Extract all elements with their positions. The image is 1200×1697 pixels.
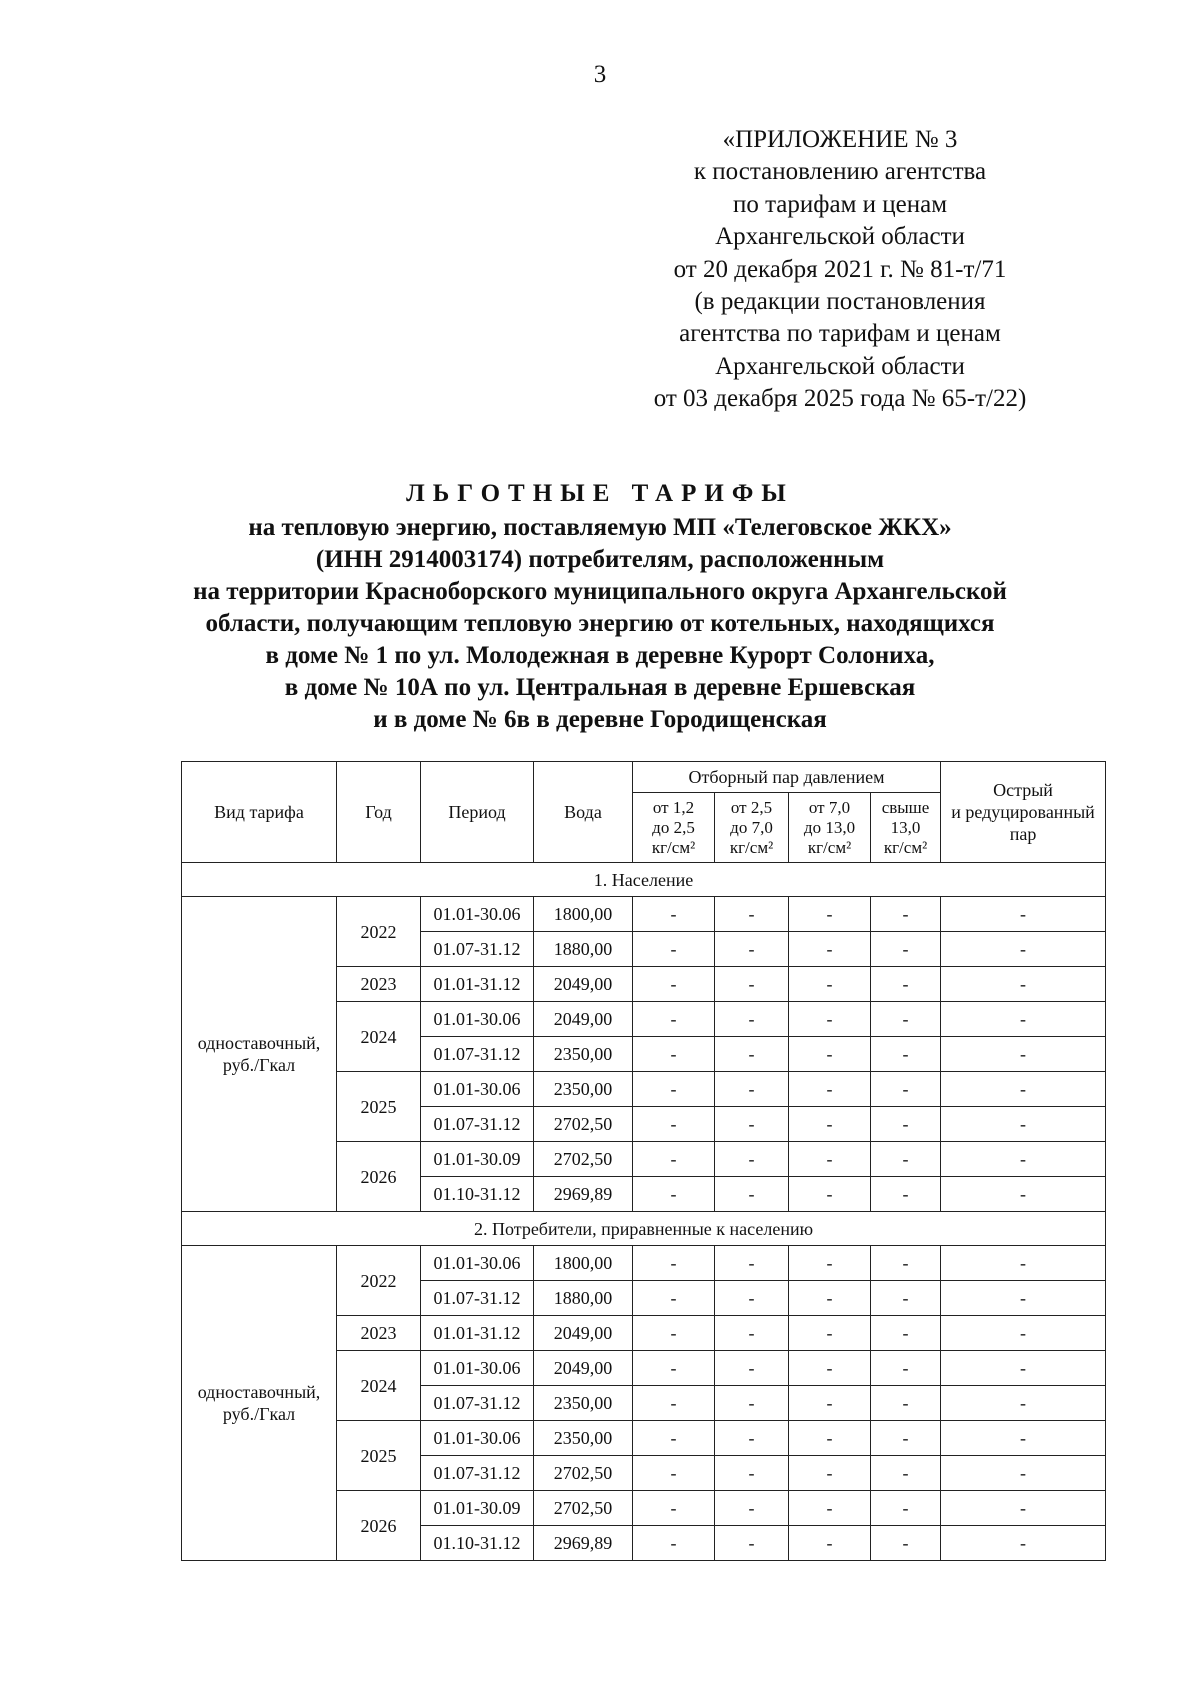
no-value-cell: -	[789, 1526, 871, 1561]
tariff-type-cell	[182, 1246, 337, 1561]
year-cell: 2023	[337, 967, 421, 1002]
no-value-cell: -	[789, 1177, 871, 1212]
no-value-cell: -	[715, 1351, 789, 1386]
no-value-cell: -	[715, 1526, 789, 1561]
no-value-cell: -	[633, 932, 715, 967]
header-steam-col-2	[715, 793, 789, 863]
no-value-cell: -	[633, 1491, 715, 1526]
no-value-cell: -	[789, 1072, 871, 1107]
year-cell: 2023	[337, 1316, 421, 1351]
no-value-cell: -	[941, 1107, 1106, 1142]
no-value-cell: -	[715, 932, 789, 967]
document-subtitle	[0, 512, 1200, 736]
no-value-cell: -	[941, 1072, 1106, 1107]
page-number: 3	[593, 61, 607, 88]
no-value-cell: -	[871, 1037, 941, 1072]
header-period: Период	[421, 762, 534, 863]
tariff-type-line: руб./Гкал	[222, 1404, 296, 1424]
header-line: от 1,2	[652, 797, 695, 817]
header-line: от 7,0	[808, 797, 851, 817]
no-value-cell: -	[789, 1491, 871, 1526]
tariff-type-line: руб./Гкал	[222, 1055, 296, 1075]
appendix-line: Архангельской области	[715, 352, 965, 380]
header-line: свыше	[881, 797, 930, 817]
no-value-cell: -	[633, 1421, 715, 1456]
no-value-cell: -	[633, 1142, 715, 1177]
no-value-cell: -	[633, 1526, 715, 1561]
no-value-cell: -	[941, 1421, 1106, 1456]
no-value-cell: -	[941, 1246, 1106, 1281]
section-row	[182, 863, 1106, 897]
no-value-cell: -	[633, 1002, 715, 1037]
no-value-cell: -	[941, 1386, 1106, 1421]
water-cell: 1800,00	[534, 897, 633, 932]
no-value-cell: -	[941, 1281, 1106, 1316]
header-tariff-type: Вид тарифа	[182, 762, 337, 863]
no-value-cell: -	[715, 897, 789, 932]
no-value-cell: -	[715, 1281, 789, 1316]
no-value-cell: -	[715, 1107, 789, 1142]
no-value-cell: -	[789, 1107, 871, 1142]
header-steam-col-1	[633, 793, 715, 863]
no-value-cell: -	[633, 967, 715, 1002]
no-value-cell: -	[789, 1246, 871, 1281]
no-value-cell: -	[715, 1491, 789, 1526]
no-value-cell: -	[633, 1316, 715, 1351]
water-cell: 2350,00	[534, 1386, 633, 1421]
no-value-cell: -	[941, 1491, 1106, 1526]
tariff-type-line: одноставочный,	[197, 1382, 321, 1402]
subtitle-line: на территории Красноборского муниципального округа Архангельской	[193, 578, 1007, 605]
no-value-cell: -	[715, 1456, 789, 1491]
section-title: 2. Потребители, приравненные к населению	[182, 1212, 1106, 1246]
header-line: от 2,5	[730, 797, 773, 817]
no-value-cell: -	[871, 897, 941, 932]
no-value-cell: -	[633, 1107, 715, 1142]
no-value-cell: -	[715, 1002, 789, 1037]
no-value-cell: -	[715, 1142, 789, 1177]
tariff-table-body	[182, 863, 1106, 1561]
water-cell: 1880,00	[534, 932, 633, 967]
no-value-cell: -	[789, 1421, 871, 1456]
year-cell: 2022	[337, 1246, 421, 1316]
no-value-cell: -	[715, 1037, 789, 1072]
water-cell: 2969,89	[534, 1177, 633, 1212]
no-value-cell: -	[871, 932, 941, 967]
no-value-cell: -	[633, 1177, 715, 1212]
period-cell: 01.10-31.12	[421, 1526, 534, 1561]
period-cell: 01.10-31.12	[421, 1177, 534, 1212]
no-value-cell: -	[789, 1386, 871, 1421]
header-sharp-steam-line: пар	[1009, 824, 1037, 844]
water-cell: 1880,00	[534, 1281, 633, 1316]
appendix-line: (в редакции постановления	[694, 288, 986, 316]
no-value-cell: -	[633, 1037, 715, 1072]
subtitle-line: (ИНН 2914003174) потребителям, расположенным	[315, 546, 885, 573]
appendix-line: агентства по тарифам и ценам	[679, 320, 1001, 348]
tariff-table	[181, 761, 1106, 1561]
no-value-cell: -	[715, 1246, 789, 1281]
no-value-cell: -	[941, 1037, 1106, 1072]
water-cell: 2350,00	[534, 1037, 633, 1072]
no-value-cell: -	[789, 897, 871, 932]
section-title: 1. Население	[182, 863, 1106, 897]
no-value-cell: -	[871, 1246, 941, 1281]
no-value-cell: -	[871, 1177, 941, 1212]
year-cell: 2026	[337, 1491, 421, 1561]
no-value-cell: -	[715, 1177, 789, 1212]
period-cell: 01.07-31.12	[421, 1037, 534, 1072]
header-sharp-steam-line: и редуцированный	[951, 802, 1095, 822]
table-row	[182, 1246, 1106, 1281]
year-cell: 2026	[337, 1142, 421, 1212]
no-value-cell: -	[715, 1421, 789, 1456]
no-value-cell: -	[871, 1491, 941, 1526]
period-cell: 01.07-31.12	[421, 1456, 534, 1491]
water-cell: 1800,00	[534, 1246, 633, 1281]
no-value-cell: -	[941, 1351, 1106, 1386]
header-line: кг/см²	[807, 837, 852, 857]
water-cell: 2702,50	[534, 1107, 633, 1142]
subtitle-line: и в доме № 6в в деревне Городищенская	[373, 706, 827, 733]
header-line: до 13,0	[803, 817, 856, 837]
header-line: кг/см²	[883, 837, 928, 857]
appendix-line: Архангельской области	[715, 223, 965, 251]
no-value-cell: -	[871, 1107, 941, 1142]
appendix-line: «ПРИЛОЖЕНИЕ № 3	[722, 126, 958, 153]
header-water: Вода	[534, 762, 633, 863]
no-value-cell: -	[789, 1037, 871, 1072]
period-cell: 01.01-31.12	[421, 967, 534, 1002]
period-cell: 01.07-31.12	[421, 932, 534, 967]
header-steam-col-3	[789, 793, 871, 863]
header-steam-col-4	[871, 793, 941, 863]
year-cell: 2025	[337, 1421, 421, 1491]
header-line: 13,0	[890, 817, 921, 837]
period-cell: 01.07-31.12	[421, 1386, 534, 1421]
no-value-cell: -	[941, 932, 1106, 967]
no-value-cell: -	[941, 967, 1106, 1002]
water-cell: 2702,50	[534, 1142, 633, 1177]
no-value-cell: -	[789, 1142, 871, 1177]
period-cell: 01.07-31.12	[421, 1107, 534, 1142]
no-value-cell: -	[633, 1351, 715, 1386]
subtitle-line: на тепловую энергию, поставляемую МП «Телеговское ЖКХ»	[248, 514, 952, 541]
no-value-cell: -	[871, 1002, 941, 1037]
section-row	[182, 1212, 1106, 1246]
water-cell: 2049,00	[534, 1316, 633, 1351]
header-sharp-steam	[941, 762, 1106, 863]
header-year: Год	[337, 762, 421, 863]
header-sharp-steam-line: Острый	[993, 780, 1053, 800]
no-value-cell: -	[715, 1316, 789, 1351]
header-line: до 7,0	[730, 817, 773, 837]
header-line: кг/см²	[729, 837, 774, 857]
subtitle-line: области, получающим тепловую энергию от котельных, находящихся	[205, 610, 995, 637]
water-cell: 2049,00	[534, 967, 633, 1002]
no-value-cell: -	[871, 1351, 941, 1386]
table-row	[182, 897, 1106, 932]
no-value-cell: -	[941, 897, 1106, 932]
appendix-line: от 03 декабря 2025 года № 65-т/22)	[653, 385, 1027, 413]
no-value-cell: -	[633, 1246, 715, 1281]
no-value-cell: -	[715, 1386, 789, 1421]
no-value-cell: -	[941, 1316, 1106, 1351]
no-value-cell: -	[871, 1526, 941, 1561]
no-value-cell: -	[633, 1281, 715, 1316]
period-cell: 01.01-30.09	[421, 1491, 534, 1526]
tariff-type-line: одноставочный,	[197, 1033, 321, 1053]
appendix-block	[600, 124, 1080, 416]
period-cell: 01.01-30.06	[421, 1002, 534, 1037]
no-value-cell: -	[941, 1142, 1106, 1177]
no-value-cell: -	[941, 1177, 1106, 1212]
no-value-cell: -	[789, 1281, 871, 1316]
tariff-type-cell	[182, 897, 337, 1212]
no-value-cell: -	[715, 967, 789, 1002]
period-cell: 01.01-30.06	[421, 1351, 534, 1386]
no-value-cell: -	[871, 1456, 941, 1491]
period-cell: 01.01-30.06	[421, 1421, 534, 1456]
no-value-cell: -	[871, 1142, 941, 1177]
no-value-cell: -	[633, 897, 715, 932]
no-value-cell: -	[789, 1316, 871, 1351]
appendix-line: по тарифам и ценам	[732, 190, 948, 218]
no-value-cell: -	[789, 932, 871, 967]
water-cell: 2969,89	[534, 1526, 633, 1561]
no-value-cell: -	[633, 1386, 715, 1421]
year-cell: 2025	[337, 1072, 421, 1142]
no-value-cell: -	[871, 1072, 941, 1107]
no-value-cell: -	[871, 1316, 941, 1351]
period-cell: 01.01-30.06	[421, 1072, 534, 1107]
water-cell: 2702,50	[534, 1456, 633, 1491]
header-steam-group: Отборный пар давлением	[633, 762, 941, 793]
year-cell: 2022	[337, 897, 421, 967]
period-cell: 01.01-30.09	[421, 1142, 534, 1177]
no-value-cell: -	[871, 1281, 941, 1316]
no-value-cell: -	[789, 1351, 871, 1386]
no-value-cell: -	[789, 1456, 871, 1491]
appendix-line: к постановлению агентства	[693, 158, 987, 186]
period-cell: 01.07-31.12	[421, 1281, 534, 1316]
header-line: до 2,5	[652, 817, 695, 837]
no-value-cell: -	[789, 967, 871, 1002]
header-line: кг/см²	[651, 837, 696, 857]
no-value-cell: -	[633, 1072, 715, 1107]
no-value-cell: -	[633, 1456, 715, 1491]
no-value-cell: -	[715, 1072, 789, 1107]
no-value-cell: -	[871, 967, 941, 1002]
document-title: ЛЬГОТНЫЕ ТАРИФЫ	[406, 480, 794, 507]
period-cell: 01.01-30.06	[421, 1246, 534, 1281]
no-value-cell: -	[941, 1002, 1106, 1037]
subtitle-line: в доме № 1 по ул. Молодежная в деревне Курорт Солониха,	[265, 642, 935, 669]
no-value-cell: -	[789, 1002, 871, 1037]
water-cell: 2049,00	[534, 1002, 633, 1037]
water-cell: 2702,50	[534, 1491, 633, 1526]
water-cell: 2350,00	[534, 1072, 633, 1107]
no-value-cell: -	[871, 1421, 941, 1456]
year-cell: 2024	[337, 1351, 421, 1421]
period-cell: 01.01-31.12	[421, 1316, 534, 1351]
no-value-cell: -	[871, 1386, 941, 1421]
no-value-cell: -	[941, 1526, 1106, 1561]
no-value-cell: -	[941, 1456, 1106, 1491]
subtitle-line: в доме № 10А по ул. Центральная в деревне Ершевская	[284, 674, 916, 701]
water-cell: 2049,00	[534, 1351, 633, 1386]
water-cell: 2350,00	[534, 1421, 633, 1456]
period-cell: 01.01-30.06	[421, 897, 534, 932]
year-cell: 2024	[337, 1002, 421, 1072]
appendix-line: от 20 декабря 2021 г. № 81-т/71	[673, 255, 1007, 283]
